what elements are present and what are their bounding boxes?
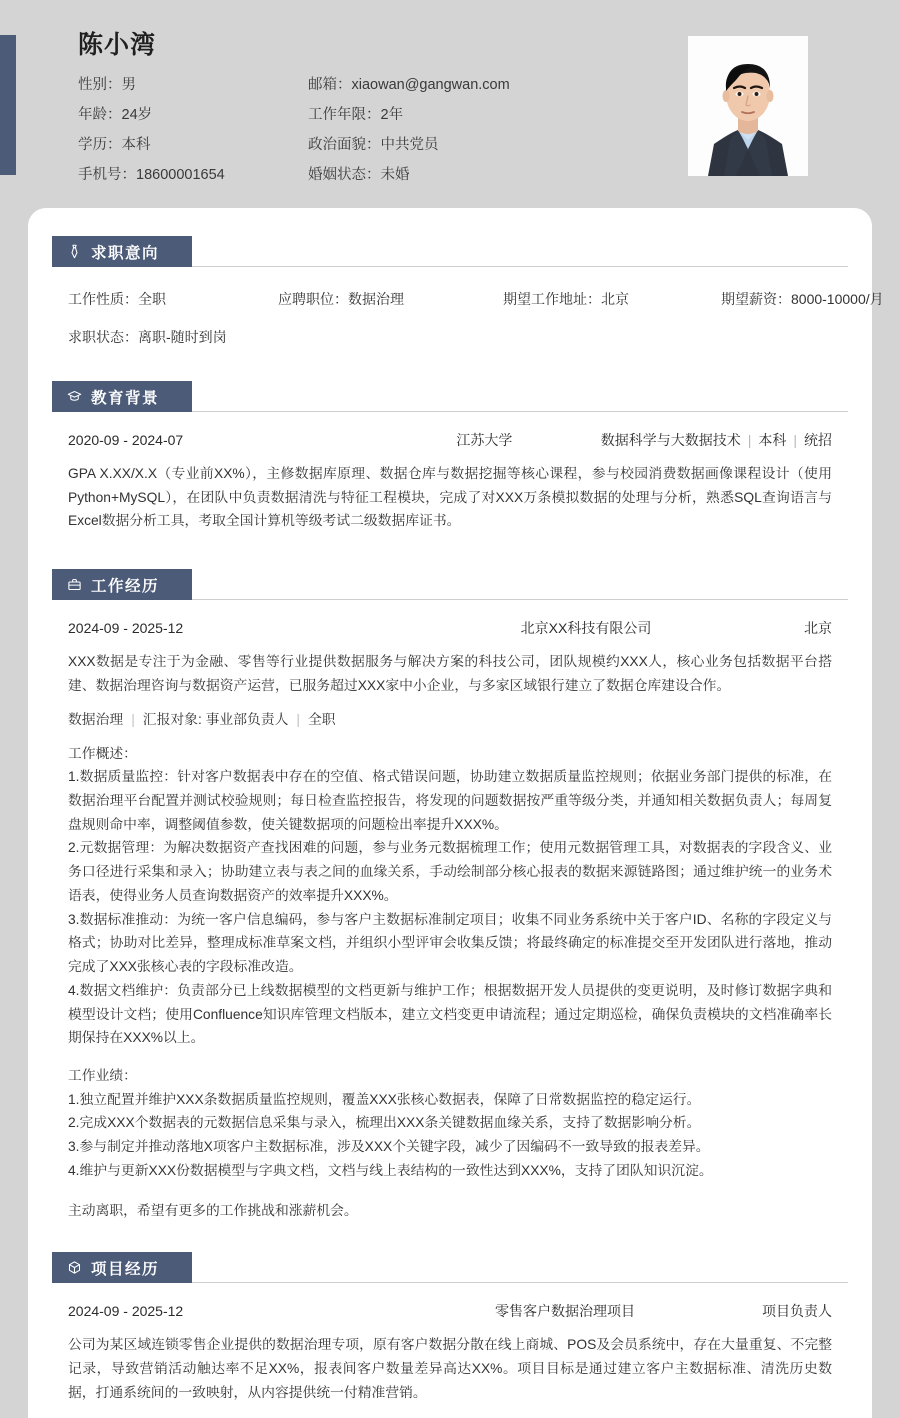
- info-experience-years-value: 2年: [380, 106, 404, 123]
- work-company: 北京XX科技有限公司: [520, 620, 652, 637]
- intent-status-value: 离职-随时到岗: [138, 329, 227, 345]
- education-degree: 本科: [758, 432, 787, 448]
- info-gender-value: 男: [121, 77, 136, 93]
- section-title-education: 教育背景: [91, 389, 160, 407]
- education-entry: [52, 416, 848, 547]
- work-date: 2024-09 - 2025-12: [68, 620, 184, 637]
- work-job-type: 全职: [308, 711, 336, 727]
- section-tag-education: [52, 381, 192, 412]
- project-description: 公司为某区域连锁零售企业提供的数据治理专项，原有客户数据分散在线上商城、POS及会员系统中，存在大量重复、不完整记录，导致营销活动触达率不足XX%，报表间客户数量差异高达XX%。项目目标是通过建立客户主数据标准、清洗历史数据，打通系统间的一致映射，从内容提供统一付精准营销。: [68, 1337, 832, 1400]
- section-education: [28, 381, 872, 547]
- work-closing-note: 主动离职，希望有更多的工作挑战和涨薪机会。: [68, 1202, 358, 1218]
- candidate-name: 陈小湾: [78, 31, 157, 59]
- section-header-project-experience: [52, 1252, 848, 1283]
- spacer: [68, 1050, 832, 1064]
- intent-location: [503, 289, 721, 309]
- intent-salary-label: 期望薪资：: [721, 291, 791, 307]
- work-achievement-item: 3.参与制定并推动落地X项客户主数据标准，涉及XXX个关键字段，减少了因编码不一致导致的报表差异。: [68, 1139, 710, 1155]
- section-rule: [192, 266, 848, 267]
- info-marital-status-label: 婚姻状态：: [308, 166, 381, 183]
- work-duty-item: 4.数据文档维护：负责部分已上线数据模型的文档更新与维护工作；根据数据开发人员提供的变更说明，及时修订数据字典和模型设计文档；使用Confluence知识库管理文档版本，建立文档变更申请流程；通过定期巡检，确保负责模块的文档准确率长期保持在XXX%以上。: [68, 982, 832, 1046]
- work-report-to: 汇报对象: 事业部负责人: [142, 711, 289, 727]
- section-title-job-intent: 求职意向: [91, 244, 160, 262]
- intent-salary: [721, 289, 884, 309]
- education-entry-head: [68, 430, 832, 450]
- job-intent-row-1: [68, 289, 884, 309]
- info-political-status-label: 政治面貌：: [308, 136, 381, 153]
- work-duty-item: 1.数据质量监控：针对客户数据表中存在的空值、格式错误问题，协助建立数据质量监控规则；依据业务部门提供的标准，在数据治理平台配置并测试校验规则；每日检查监控报告，将发现的问题数据按严重等级分类，并通知相关数据负责人；每周复盘规则命中率，调整阈值参数，使关键数据项的问题检出率提升XXX%。: [68, 769, 832, 832]
- separator: |: [296, 711, 301, 727]
- section-header-job-intent: [52, 236, 848, 267]
- work-company-description: XXX数据是专注于为金融、零售等行业提供数据服务与解决方案的科技公司，团队规模约XXX人，核心业务包括数据平台搭建、数据治理咨询与数据资产运营，已服务超过XXX家中小企业，与多家区域银行建立了数据仓库建设合作。: [68, 654, 832, 693]
- info-phone-label: 手机号：: [78, 166, 136, 183]
- graduation-cap-icon: [66, 389, 82, 405]
- info-marital-status-value: 未婚: [380, 166, 410, 183]
- education-major: 数据科学与大数据技术: [600, 432, 741, 448]
- spacer: [68, 1183, 832, 1197]
- info-gender: [78, 76, 308, 95]
- work-achievement-item: 2.完成XXX个数据表的元数据信息采集与录入，梳理出XXX条关键数据血缘关系，支持了数据影响分析。: [68, 1115, 701, 1131]
- info-phone: [78, 166, 308, 185]
- section-job-intent: [28, 236, 884, 353]
- intent-location-value: 北京: [601, 291, 629, 307]
- education-date: 2020-09 - 2024-07: [68, 432, 184, 448]
- section-tag-project-experience: [52, 1252, 192, 1283]
- section-project-experience: [28, 1252, 872, 1418]
- separator: |: [793, 432, 797, 448]
- info-education: [78, 136, 308, 155]
- info-phone-value: 18600001654: [136, 166, 225, 183]
- separator: |: [131, 711, 135, 727]
- intent-job-nature-value: 全职: [138, 291, 166, 307]
- separator: |: [747, 432, 752, 448]
- work-achievements-label: 工作业绩：: [68, 1067, 137, 1083]
- education-description: GPA X.XX/X.X（专业前XX%），主修数据库原理、数据仓库与数据挖掘等核心课程，参与校园消费数据画像课程设计（使用Python+MySQL），在团队中负责数据清洗与特征工程模块，完成了对XXX万条模拟数据的处理与分析，熟悉SQL查询语言与Excel数据分析工具，考取全国计算机等级考试二级数据库证书。: [68, 466, 832, 529]
- intent-status: [68, 327, 278, 347]
- info-age-value: 24岁: [121, 106, 153, 123]
- work-location: 北京: [804, 620, 832, 637]
- intent-status-label: 求职状态：: [68, 329, 138, 345]
- resume-card: [28, 208, 884, 1418]
- section-header-education: [52, 381, 848, 412]
- project-entry: [52, 1287, 848, 1418]
- education-school: 江苏大学: [456, 432, 513, 448]
- info-experience-years-label: 工作年限：: [308, 106, 381, 123]
- intent-job-nature-label: 工作性质：: [68, 291, 138, 307]
- info-age-label: 年龄：: [78, 106, 122, 123]
- work-duty-item: 3.数据标准推动：为统一客户信息编码，参与客户主数据标准制定项目；收集不同业务系统中关于客户ID、名称的字段定义与格式；协助对比差异，整理成标准草案文档，并组织小型评审会收集反馈；将最终确定的标准提交至开发团队进行落地，推动完成了XXX张核心表的字段标准改造。: [68, 911, 832, 975]
- intent-position: [278, 289, 503, 309]
- work-achievement-item: 4.维护与更新XXX份数据模型与字典文档，文档与线上表结构的一致性达到XXX%，支持了团队知识沉淀。: [68, 1162, 713, 1178]
- section-rule: [192, 1282, 848, 1283]
- section-title-project-experience: 项目经历: [91, 1260, 160, 1278]
- work-achievement-item: 1.独立配置并维护XXX条数据质量监控规则，覆盖XXX张核心数据表，保障了日常数据监控的稳定运行。: [68, 1091, 701, 1107]
- work-duties-label: 工作概述：: [68, 745, 137, 761]
- project-role: 项目负责人: [762, 1303, 832, 1320]
- job-intent-row-2: [68, 327, 832, 347]
- intent-position-value: 数据治理: [348, 291, 404, 307]
- intent-salary-value: 8000-10000/月: [791, 291, 884, 307]
- work-duty-item: 2.元数据管理：为解决数据资产查找困难的问题，参与业务元数据梳理工作；使用元数据管理工具，对数据表的字段含义、业务口径进行采集和录入；协助建立表与表之间的血缘关系，手动绘制部分核心报表的数据来源链路图；通过维护统一的业务术语表，使得业务人员查询数据资产的效率提升XXX%。: [68, 840, 832, 903]
- briefcase-icon: [66, 577, 82, 593]
- section-header-work-experience: [52, 569, 848, 600]
- box-icon: [66, 1260, 82, 1276]
- info-political-status-value: 中共党员: [380, 136, 439, 153]
- candidate-photo: [688, 36, 808, 176]
- project-date: 2024-09 - 2025-12: [68, 1303, 184, 1320]
- project-entry-head: [68, 1301, 832, 1321]
- section-rule: [192, 411, 848, 412]
- section-work-experience: [28, 569, 872, 1226]
- tie-icon: [66, 244, 82, 260]
- work-position: 数据治理: [68, 711, 124, 727]
- info-email-label: 邮箱：: [308, 77, 352, 93]
- work-meta: [68, 708, 832, 728]
- info-age: [78, 106, 308, 125]
- info-gender-label: 性别：: [78, 77, 122, 93]
- project-name: 零售客户数据治理项目: [495, 1303, 635, 1320]
- job-intent-body: [52, 271, 884, 353]
- intent-location-label: 期望工作地址：: [503, 291, 601, 307]
- education-detail: [601, 430, 832, 450]
- intent-job-nature: [68, 289, 278, 309]
- intent-position-label: 应聘职位：: [278, 291, 348, 307]
- resume-header: [0, 0, 900, 208]
- section-tag-work-experience: [52, 569, 192, 600]
- work-entry: [52, 604, 848, 1226]
- education-admission: 统招: [804, 432, 832, 448]
- work-entry-head: [68, 618, 832, 638]
- info-education-value: 本科: [121, 136, 151, 153]
- info-email-value: xiaowan@gangwan.com: [351, 77, 510, 93]
- section-rule: [192, 599, 848, 600]
- header-accent-bar: [0, 35, 16, 175]
- info-education-label: 学历：: [78, 136, 122, 153]
- section-tag-job-intent: [52, 236, 192, 267]
- section-title-work-experience: 工作经历: [91, 577, 160, 595]
